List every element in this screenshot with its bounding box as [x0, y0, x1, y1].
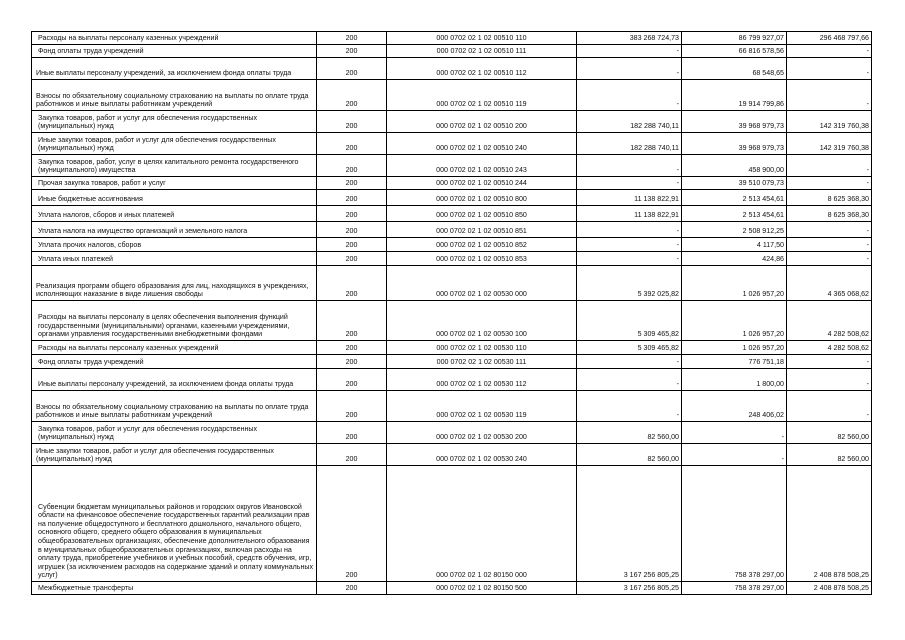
- row-rest: -: [787, 355, 872, 369]
- row-plan: -: [577, 45, 682, 58]
- row-exec: 458 900,00: [682, 155, 787, 177]
- table-row: [32, 444, 872, 466]
- row-name: Закупка товаров, работ и услуг для обеспечения государственных (муниципальных) нужд: [32, 111, 317, 133]
- row-exec: 1 800,00: [682, 369, 787, 391]
- table-row: [32, 45, 872, 58]
- row-exec: 86 799 927,07: [682, 32, 787, 45]
- table-row: [32, 252, 872, 266]
- table-row: [32, 80, 872, 111]
- row-rest: 4 282 508,62: [787, 301, 872, 341]
- row-name: Взносы по обязательному социальному страхованию на выплаты по оплате труда работников и иные выплаты работникам учреждений: [32, 391, 317, 422]
- row-kbk: 000 0702 02 1 02 00530 110: [387, 341, 577, 355]
- row-rest: -: [787, 155, 872, 177]
- row-kbk: 000 0702 02 1 02 00510 200: [387, 111, 577, 133]
- row-name: Реализация программ общего образования для лиц, находящихся в учреждениях, исполняющих наказание в виде лишения свободы: [32, 266, 317, 301]
- row-plan: -: [577, 177, 682, 190]
- row-name: Иные закупки товаров, работ и услуг для обеспечения государственных (муниципальных) нужд: [32, 444, 317, 466]
- table-row: [32, 266, 872, 301]
- row-kbk: 000 0702 02 1 02 00530 112: [387, 369, 577, 391]
- row-name: Уплата иных платежей: [32, 252, 317, 266]
- row-plan: 82 560,00: [577, 422, 682, 444]
- row-rest: 2 408 878 508,25: [787, 466, 872, 582]
- row-plan: 182 288 740,11: [577, 133, 682, 155]
- row-plan: -: [577, 391, 682, 422]
- table-row: [32, 355, 872, 369]
- row-rest: -: [787, 391, 872, 422]
- table-row: [32, 155, 872, 177]
- row-rest: 142 319 760,38: [787, 111, 872, 133]
- row-exec: 68 548,65: [682, 58, 787, 80]
- row-plan: -: [577, 58, 682, 80]
- row-plan: 11 138 822,91: [577, 206, 682, 222]
- row-kbk: 000 0702 02 1 02 00510 110: [387, 32, 577, 45]
- table-row: [32, 341, 872, 355]
- row-exec: 758 378 297,00: [682, 466, 787, 582]
- row-rest: -: [787, 238, 872, 252]
- row-rest: -: [787, 80, 872, 111]
- row-rest: -: [787, 177, 872, 190]
- row-kbk: 000 0702 02 1 02 00530 111: [387, 355, 577, 369]
- row-line-code: 200: [317, 58, 387, 80]
- row-name: Прочая закупка товаров, работ и услуг: [32, 177, 317, 190]
- row-name: Расходы на выплаты персоналу казенных учреждений: [32, 32, 317, 45]
- row-line-code: 200: [317, 466, 387, 582]
- row-exec: 19 914 799,86: [682, 80, 787, 111]
- row-exec: 39 968 979,73: [682, 133, 787, 155]
- table-row: [32, 111, 872, 133]
- row-exec: 2 513 454,61: [682, 206, 787, 222]
- row-kbk: 000 0702 02 1 02 00510 112: [387, 58, 577, 80]
- budget-table: [31, 31, 872, 595]
- table-row: [32, 391, 872, 422]
- row-exec: 758 378 297,00: [682, 582, 787, 595]
- row-line-code: 200: [317, 301, 387, 341]
- row-rest: 2 408 878 508,25: [787, 582, 872, 595]
- row-name: Межбюджетные трансферты: [32, 582, 317, 595]
- row-kbk: 000 0702 02 1 02 80150 500: [387, 582, 577, 595]
- row-plan: 3 167 256 805,25: [577, 582, 682, 595]
- row-line-code: 200: [317, 369, 387, 391]
- row-exec: 1 026 957,20: [682, 301, 787, 341]
- row-plan: 5 392 025,82: [577, 266, 682, 301]
- row-line-code: 200: [317, 355, 387, 369]
- row-line-code: 200: [317, 206, 387, 222]
- row-name: Иные выплаты персоналу учреждений, за исключением фонда оплаты труда: [32, 58, 317, 80]
- row-name: Расходы на выплаты персоналу казенных учреждений: [32, 341, 317, 355]
- row-line-code: 200: [317, 266, 387, 301]
- row-line-code: 200: [317, 422, 387, 444]
- table-row: [32, 301, 872, 341]
- row-rest: 4 365 068,62: [787, 266, 872, 301]
- row-name: Взносы по обязательному социальному страхованию на выплаты по оплате труда работников и иные выплаты работникам учреждений: [32, 80, 317, 111]
- row-exec: -: [682, 422, 787, 444]
- table-row: [32, 58, 872, 80]
- row-rest: 82 560,00: [787, 422, 872, 444]
- row-kbk: 000 0702 02 1 02 00510 244: [387, 177, 577, 190]
- row-line-code: 200: [317, 32, 387, 45]
- table-row: [32, 190, 872, 206]
- row-name: Уплата прочих налогов, сборов: [32, 238, 317, 252]
- row-exec: 248 406,02: [682, 391, 787, 422]
- row-name: Расходы на выплаты персоналу в целях обеспечения выполнения функций государственными (муниципальными) органами, казенными учреждениями, органами управления государственными внебюджетными фондами: [32, 301, 317, 341]
- row-line-code: 200: [317, 133, 387, 155]
- row-name: Закупка товаров, работ и услуг для обеспечения государственных (муниципальных) нужд: [32, 422, 317, 444]
- row-plan: -: [577, 238, 682, 252]
- row-kbk: 000 0702 02 1 02 80150 000: [387, 466, 577, 582]
- table-row: [32, 32, 872, 45]
- table-row: [32, 466, 872, 582]
- row-name: Закупка товаров, работ, услуг в целях капитального ремонта государственного (муниципального) имущества: [32, 155, 317, 177]
- row-kbk: 000 0702 02 1 02 00530 240: [387, 444, 577, 466]
- row-exec: 39 510 079,73: [682, 177, 787, 190]
- row-rest: -: [787, 58, 872, 80]
- row-name: Уплата налогов, сборов и иных платежей: [32, 206, 317, 222]
- row-plan: 3 167 256 805,25: [577, 466, 682, 582]
- table-row: [32, 206, 872, 222]
- row-rest: 296 468 797,66: [787, 32, 872, 45]
- row-plan: -: [577, 155, 682, 177]
- row-kbk: 000 0702 02 1 02 00530 100: [387, 301, 577, 341]
- row-line-code: 200: [317, 80, 387, 111]
- table-row: [32, 422, 872, 444]
- row-rest: 8 625 368,30: [787, 206, 872, 222]
- row-plan: 5 309 465,82: [577, 301, 682, 341]
- budget-execution-sheet: [31, 31, 871, 595]
- row-exec: 776 751,18: [682, 355, 787, 369]
- row-plan: -: [577, 369, 682, 391]
- row-line-code: 200: [317, 190, 387, 206]
- row-plan: 182 288 740,11: [577, 111, 682, 133]
- row-kbk: 000 0702 02 1 02 00510 851: [387, 222, 577, 238]
- row-name: Иные выплаты персоналу учреждений, за исключением фонда оплаты труда: [32, 369, 317, 391]
- row-kbk: 000 0702 02 1 02 00510 243: [387, 155, 577, 177]
- row-rest: 4 282 508,62: [787, 341, 872, 355]
- row-line-code: 200: [317, 155, 387, 177]
- row-name: Иные бюджетные ассигнования: [32, 190, 317, 206]
- table-row: [32, 222, 872, 238]
- row-name: Иные закупки товаров, работ и услуг для обеспечения государственных (муниципальных) нужд: [32, 133, 317, 155]
- row-name: Уплата налога на имущество организаций и земельного налога: [32, 222, 317, 238]
- row-kbk: 000 0702 02 1 02 00510 800: [387, 190, 577, 206]
- row-plan: -: [577, 252, 682, 266]
- table-row: [32, 133, 872, 155]
- table-row: [32, 238, 872, 252]
- row-name: Фонд оплаты труда учреждений: [32, 355, 317, 369]
- row-line-code: 200: [317, 444, 387, 466]
- row-plan: -: [577, 222, 682, 238]
- table-row: [32, 177, 872, 190]
- row-kbk: 000 0702 02 1 02 00530 000: [387, 266, 577, 301]
- row-exec: 424,86: [682, 252, 787, 266]
- row-exec: 1 026 957,20: [682, 341, 787, 355]
- row-kbk: 000 0702 02 1 02 00510 240: [387, 133, 577, 155]
- row-line-code: 200: [317, 582, 387, 595]
- row-kbk: 000 0702 02 1 02 00510 853: [387, 252, 577, 266]
- row-exec: 1 026 957,20: [682, 266, 787, 301]
- row-kbk: 000 0702 02 1 02 00510 111: [387, 45, 577, 58]
- row-rest: 82 560,00: [787, 444, 872, 466]
- row-plan: 5 309 465,82: [577, 341, 682, 355]
- row-line-code: 200: [317, 391, 387, 422]
- row-name: Фонд оплаты труда учреждений: [32, 45, 317, 58]
- table-row: [32, 369, 872, 391]
- row-kbk: 000 0702 02 1 02 00530 200: [387, 422, 577, 444]
- table-row: [32, 582, 872, 595]
- row-rest: -: [787, 369, 872, 391]
- row-exec: -: [682, 444, 787, 466]
- row-line-code: 200: [317, 222, 387, 238]
- row-line-code: 200: [317, 252, 387, 266]
- row-rest: -: [787, 45, 872, 58]
- row-exec: 66 816 578,56: [682, 45, 787, 58]
- row-rest: -: [787, 222, 872, 238]
- row-line-code: 200: [317, 111, 387, 133]
- row-kbk: 000 0702 02 1 02 00510 852: [387, 238, 577, 252]
- row-plan: 82 560,00: [577, 444, 682, 466]
- row-kbk: 000 0702 02 1 02 00510 850: [387, 206, 577, 222]
- row-line-code: 200: [317, 177, 387, 190]
- row-exec: 39 968 979,73: [682, 111, 787, 133]
- row-rest: 8 625 368,30: [787, 190, 872, 206]
- row-line-code: 200: [317, 238, 387, 252]
- row-rest: 142 319 760,38: [787, 133, 872, 155]
- row-name: Субвенции бюджетам муниципальных районов и городских округов Ивановской области на финансовое обеспечение государственных гарантий реализации прав на получение общедоступного и бесплатного дошкольного, начального общего, основного общего, среднего общего образования в муниципальных общеобразовательных организациях, обеспечение дополнительного образования в муниципальных общеобразовательных организациях, включая расходы на оплату труда, приобретение учебников и учебных пособий, средств обучения, игр, игрушек (за исключением расходов на содержание зданий и оплату коммунальных услуг): [32, 466, 317, 582]
- row-plan: -: [577, 80, 682, 111]
- row-rest: -: [787, 252, 872, 266]
- row-plan: 11 138 822,91: [577, 190, 682, 206]
- row-exec: 4 117,50: [682, 238, 787, 252]
- row-kbk: 000 0702 02 1 02 00510 119: [387, 80, 577, 111]
- row-plan: -: [577, 355, 682, 369]
- row-plan: 383 268 724,73: [577, 32, 682, 45]
- row-line-code: 200: [317, 45, 387, 58]
- row-kbk: 000 0702 02 1 02 00530 119: [387, 391, 577, 422]
- row-line-code: 200: [317, 341, 387, 355]
- row-exec: 2 508 912,25: [682, 222, 787, 238]
- row-exec: 2 513 454,61: [682, 190, 787, 206]
